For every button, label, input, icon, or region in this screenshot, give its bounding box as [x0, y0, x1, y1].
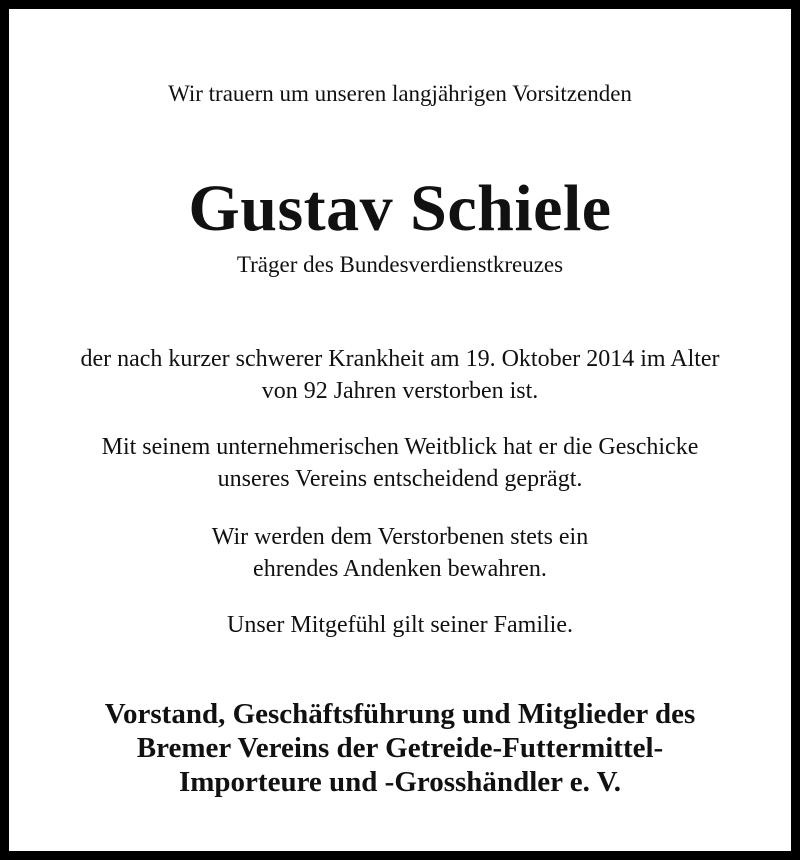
paragraph-line: Unser Mitgefühl gilt seiner Familie.: [227, 612, 573, 638]
intro-text: Wir trauern um unseren langjährigen Vorsitzenden: [168, 81, 632, 106]
honor-subtitle: Träger des Bundesverdienstkreuzes: [236, 252, 564, 277]
paragraph-line: der nach kurzer schwerer Krankheit am 19. Oktober 2014 im Alter: [80, 346, 720, 372]
paragraph-merit: [18, 431, 782, 495]
signature-line: Importeure und -Grosshändler e. V.: [178, 766, 622, 798]
signature-block: [18, 697, 782, 799]
signature-line: Bremer Vereins der Getreide-Futtermittel-: [136, 732, 664, 764]
paragraph-death: [18, 343, 782, 407]
paragraph-remembrance: [18, 521, 782, 585]
paragraph-line: ehrendes Andenken bewahren.: [253, 556, 547, 582]
paragraph-line: von 92 Jahren verstorben ist.: [261, 378, 539, 404]
paragraph-line: unseres Vereins entscheidend geprägt.: [217, 466, 583, 492]
signature-line: Vorstand, Geschäftsführung und Mitglieder des: [104, 698, 696, 730]
deceased-name: Gustav Schiele: [188, 172, 612, 245]
paragraph-line: Wir werden dem Verstorbenen stets ein: [211, 524, 589, 550]
paragraph-line: Mit seinem unternehmerischen Weitblick hat er die Geschicke: [101, 434, 699, 460]
paragraph-condolence: [18, 609, 782, 641]
